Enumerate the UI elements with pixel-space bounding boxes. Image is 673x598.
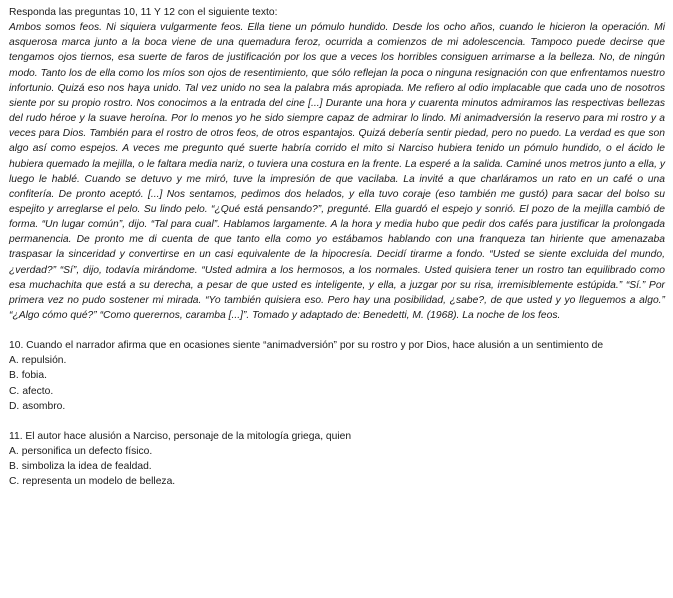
answer-option-c: C. afecto. [9,385,54,397]
question-10 [9,338,665,413]
question-11 [9,429,665,489]
answer-option-b: B. simboliza la idea de fealdad. [9,460,152,472]
instruction-text: Responda las preguntas 10, 11 Y 12 con el siguiente texto: [9,7,278,18]
question-stem: 10. Cuando el narrador afirma que en ocasiones siente “animadversión” por su rostro y por Dios, hace alusión a un sentimiento de [9,340,604,352]
question-stem: 11. El autor hace alusión a Narciso, personaje de la mitología griega, quien [9,430,352,442]
answer-option-d: D. asombro. [9,400,66,412]
answer-option-c: C. representa un modelo de belleza. [9,475,176,487]
answer-option-a: A. personifica un defecto físico. [9,445,153,457]
answer-option-a: A. repulsión. [9,355,67,367]
reading-passage: Ambos somos feos. Ni siquiera vulgarmente feos. Ella tiene un pómulo hundido. Desde los ocho años, cuando le hicieron la operación. Mi asquerosa marca junto a la boca viene de una quemadura feroz, ocurrida a comienzos de mi adolescencia. Tampoco puede decirse que tengamos ojos tiernos, esa suerte de faros de justificación por los que a veces los horribles consiguen arrimarse a la belleza. No, de ningún modo. Tanto los de ella como los míos son ojos de resentimiento, que sólo reflejan la poca o ninguna resignación con que enfrentamos nuestro infortunio. Quizá eso nos haya unido. Tal vez unido no sea la palabra más apropiada. Me refiero al odio implacable que cada uno de nosotros siente por su propio rostro. Nos conocimos a la entrada del cine [...] Durante una hora y cuarenta minutos admiramos las respectivas bellezas del rudo héroe y la suave heroína. Por lo menos yo he sido siempre capaz de admirar lo lindo. Mi animadversión la reservo para mi rostro y a veces para Dios. También para el rostro de otros feos, de otros espantajos. Quizá debería sentir piedad, pero no puedo. La verdad es que son algo así como espejos. A veces me pregunto qué suerte habría corrido el mito si Narciso hubiera tenido un pómulo hundido, o el ácido le hubiera quemado la mejilla, o le faltara media nariz, o tuviera una costura en la frente. La esperé a la salida. Caminé unos metros junto a ella, y luego le hablé. Cuando se detuvo y me miró, tuve la impresión de que vacilaba. La invité a que charláramos un rato en un café o una confitería. De pronto aceptó. [...] Nos sentamos, pedimos dos helados, y ella tuvo coraje (eso también me gustó) para sacar del bolso su espejito y arreglarse el pelo. Su lindo pelo. “¿Qué está pensando?”, pregunté. Ella guardó el espejo y sonrió. El pozo de la mejilla cambió de forma. “Un lugar común”, dijo. “Tal para cual”. Hablamos largamente. A la hora y media hubo que pedir dos cafés para justificar la prolongada permanencia. De pronto me di cuenta de que tanto ella como yo estábamos hablando con una franqueza tan hiriente que amenazaba traspasar la sinceridad y convertirse en un casi equivalente de la hipocresía. Decidí tirarme a fondo. “Usted se siente excluida del mundo, ¿verdad?” “Sí”, dijo, todavía mirándome. “Usted admira a los hermosos, a los normales. Usted quisiera tener un rostro tan equilibrado como esa muchachita que está a su derecha, a pesar de que usted es inteligente, y ella, a juzgar por su risa, irremisiblemente estúpida.” “Sí.” Por primera vez no pudo sostener mi mirada. “Yo también quisiera eso. Pero hay una posibilidad, ¿sabe?, de que usted y yo lleguemos a algo.” “¿Algo cómo qué?” “Como querernos, caramba [...]”. Tomado y adaptado de: Benedetti, M. (1968). La noche de los feos. [9,22,665,322]
answer-option-b: B. fobia. [9,370,47,382]
